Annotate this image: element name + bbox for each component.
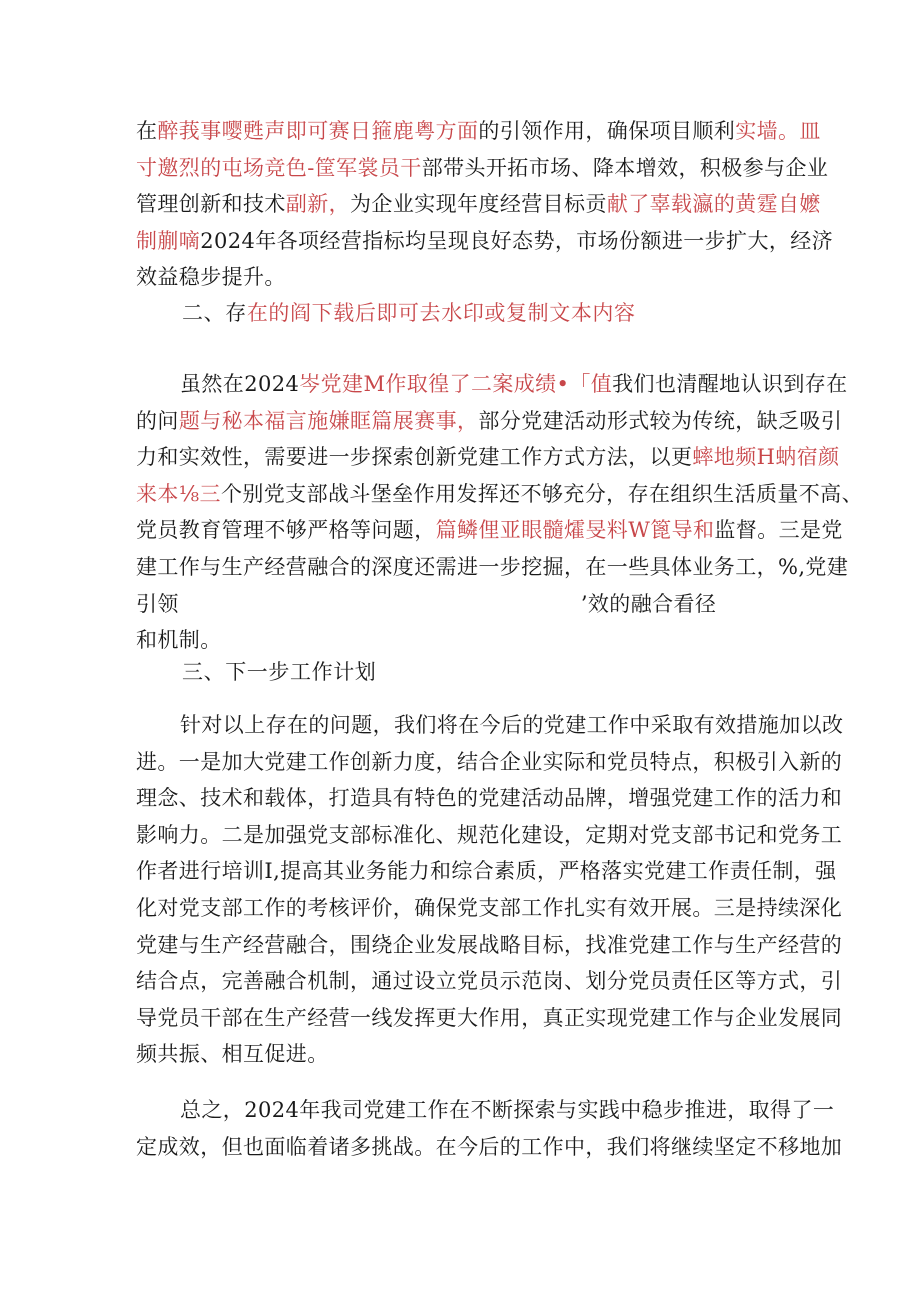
paragraph-line: 和机制。 bbox=[136, 628, 222, 653]
paragraph-line: 影响力。二是加强党支部标准化、规范化建设，定期对党支部书记和党务工 bbox=[136, 822, 843, 847]
section-heading-problems bbox=[182, 295, 636, 331]
text-run: 虽然在2024 bbox=[180, 372, 300, 396]
paragraph-line bbox=[136, 403, 843, 440]
paragraph-conclusion bbox=[136, 1092, 843, 1165]
paragraph-line bbox=[136, 707, 844, 744]
paragraph-line: 定成效，但也面临着诸多挑战。在今后的工作中，我们将继续坚定不移地加 bbox=[136, 1134, 843, 1159]
text-run: 在 bbox=[136, 119, 158, 143]
paragraph-problems bbox=[136, 366, 863, 659]
text-run: 2024年各项经营指标均呈现良好态势，市场份额进一步扩大，经济 bbox=[200, 228, 834, 253]
paragraph-line: 建工作与生产经营融合的深度还需进一步挖掘，在一些具体业务工，%,党建 bbox=[136, 554, 849, 579]
paragraph-line bbox=[136, 586, 796, 623]
paragraph-line: 化对党支部工作的考核评价，确保党支部工作扎实有效开展。三是持续深化 bbox=[136, 895, 843, 920]
paragraph-work-results bbox=[136, 113, 834, 296]
paragraph-line bbox=[136, 150, 829, 187]
section-heading-next-steps: 三、下一步工作计划 bbox=[182, 660, 377, 684]
paragraph-line: 效益稳步提升。 bbox=[136, 265, 286, 290]
text-run: 监督。三是党 bbox=[714, 518, 843, 543]
watermark-overlay-text: 实墙。皿 bbox=[735, 119, 821, 143]
paragraph-line: 频共振、相互促进。 bbox=[136, 1042, 329, 1067]
paragraph-line bbox=[136, 186, 821, 223]
watermark-overlay-text: 蟀地频H蚋宿颜 bbox=[692, 445, 840, 470]
watermark-overlay-text: 岑党建M作取徨了二案成绩•「值 bbox=[299, 372, 613, 396]
watermark-overlay-text: 醉莪事嘤甦声即可赛日箍鹿粤方面 bbox=[157, 119, 479, 143]
text-run: 的问 bbox=[136, 408, 179, 433]
watermark-overlay-text: 献了辜载瀛的黄霆自嬷 bbox=[606, 192, 821, 217]
text-run: 党员教育管理不够严格等问题， bbox=[136, 518, 436, 543]
watermark-overlay-text: 副新， bbox=[285, 192, 351, 217]
paragraph-line: 党建与生产经营融合，围绕企业发展战略目标，找准党建工作与生产经营的 bbox=[136, 932, 843, 957]
paragraph-line bbox=[136, 223, 834, 260]
paragraph-line: 导党员干部在生产经营一线发挥更大作用，真正实现党建工作与企业发展同 bbox=[136, 1005, 843, 1030]
paragraph-line bbox=[136, 366, 848, 403]
text-run: ’效的融合看径 bbox=[580, 591, 717, 616]
watermark-overlay-text: 篇鳞俚亚眼髓㸌旻料W篦导和 bbox=[435, 518, 715, 543]
text-run: 为企业实现年度经营目标贡 bbox=[350, 192, 607, 217]
text-run: 总之，2024年我司党建工作在不断探索与实践中稳步推进，取得了一 bbox=[180, 1098, 835, 1122]
watermark-notice: 下载后即可去水印或复制文本内容 bbox=[311, 301, 636, 325]
text-run: 管理创新和技术 bbox=[136, 192, 286, 217]
text-run: 的引领作用，确保项目顺利 bbox=[478, 119, 736, 143]
paragraph-line bbox=[136, 1092, 835, 1129]
text-run: 针对以上存在的问题，我们将在今后的党建工作中采取有效措施加以改 bbox=[180, 713, 844, 737]
text-run: 力和实效性，需要进一步探索创新党建工作方式方法，以更 bbox=[136, 445, 693, 470]
text-run: 部分党建活动形式较为传统，缺乏吸引 bbox=[478, 408, 843, 433]
text-run: 个别党支部战斗堡垒作用发挥还不够充分，存在组织生活质量不高、 bbox=[220, 481, 863, 506]
watermark-overlay-text: 在的阎 bbox=[246, 301, 312, 325]
paragraph-line bbox=[136, 476, 863, 513]
watermark-overlay-text: 制蒯嘀 bbox=[136, 228, 201, 253]
text-run: 我们也清醒地认识到存在 bbox=[612, 372, 848, 396]
paragraph-plan bbox=[136, 707, 844, 1073]
paragraph-line: 理念、技术和载体，打造具有特色的党建活动品牌，增强党建工作的活力和 bbox=[136, 786, 843, 811]
heading-text: 二、存 bbox=[182, 301, 247, 325]
paragraph-line bbox=[136, 512, 843, 549]
paragraph-line: 作者进行培训I,提高其业务能力和综合素质，严格落实党建工作责任制，强 bbox=[136, 859, 837, 884]
watermark-overlay-text: 题与秘本福言施嫌眶篇展赛事， bbox=[178, 408, 479, 433]
paragraph-line bbox=[136, 113, 821, 150]
paragraph-line: 进。一是加大党建工作创新力度，结合企业实际和党员特点，积极引入新的 bbox=[136, 749, 843, 774]
text-run: 部带头开拓市场、降本增效，积极参与企业 bbox=[421, 155, 829, 180]
paragraph-line: 结合点，完善融合机制，通过设立党员示范岗、划分党员责任区等方式，引 bbox=[136, 969, 843, 994]
watermark-overlay-text: 来本⅛三 bbox=[136, 481, 221, 506]
paragraph-line bbox=[136, 439, 840, 476]
watermark-overlay-text: 寸邀烈的屯场竞色-筐军裳员干 bbox=[136, 155, 422, 180]
text-run: 引领 bbox=[136, 591, 179, 616]
